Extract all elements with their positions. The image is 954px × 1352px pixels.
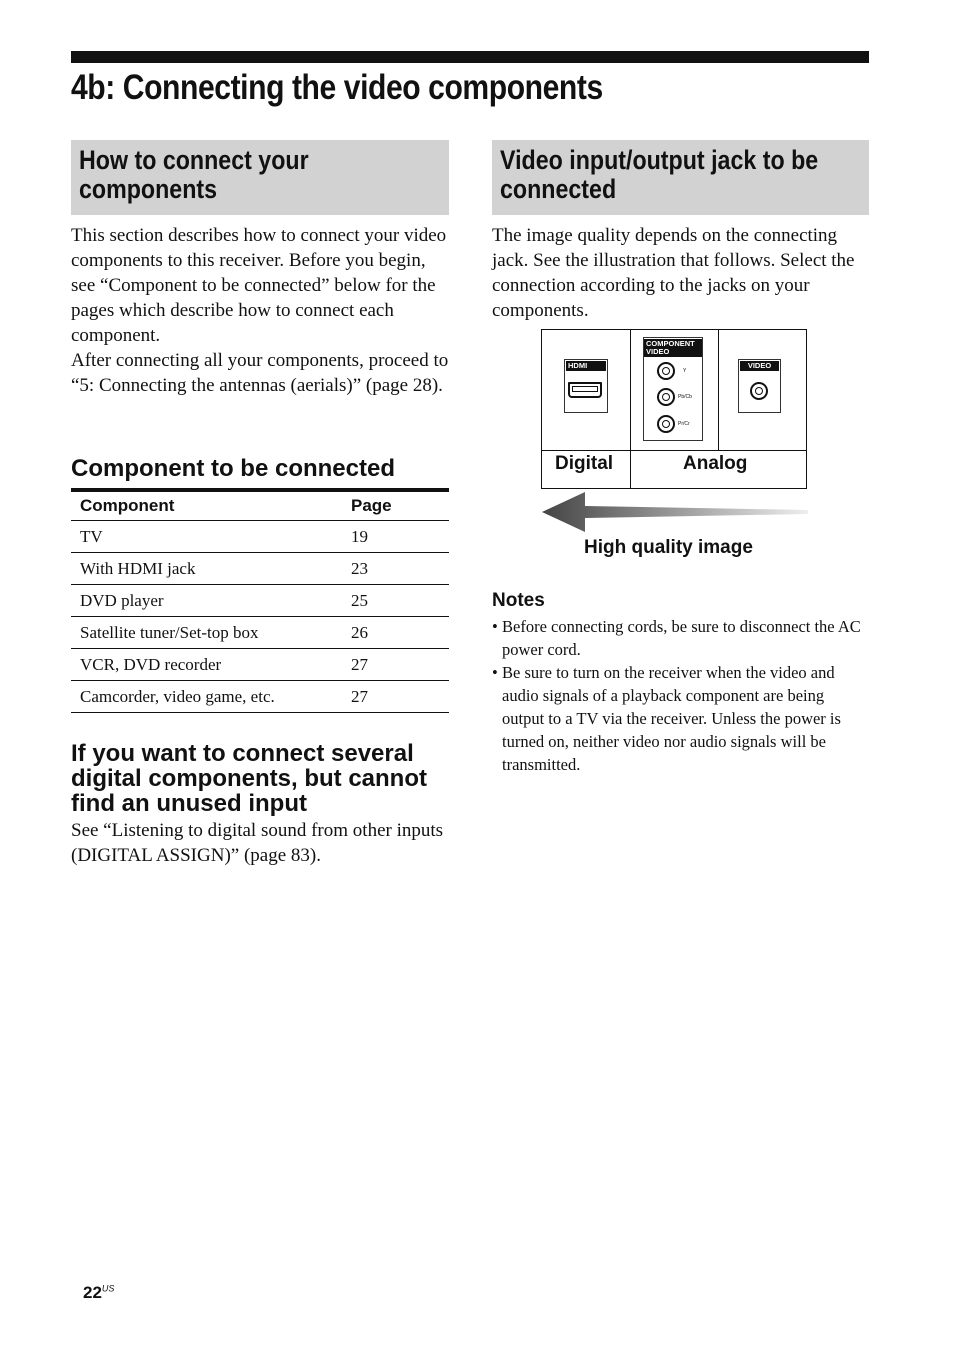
table-cell-page: 26 [342, 617, 449, 649]
table-cell-page: 23 [342, 553, 449, 585]
page-title: 4b: Connecting the video components [71, 68, 603, 107]
table-cell-page: 27 [342, 649, 449, 681]
table-cell-component: TV [71, 521, 342, 553]
analog-label: Analog [683, 453, 748, 474]
several-components-text: See “Listening to digital sound from other inputs (DIGITAL ASSIGN)” (page 83). [71, 820, 444, 866]
table-cell-page: 19 [342, 521, 449, 553]
video-jack-icon [750, 382, 768, 400]
diagram-divider [630, 330, 631, 488]
quality-label: High quality image [584, 537, 753, 558]
component-video-tag [644, 339, 702, 357]
connect-heading: How to connect your components [79, 145, 309, 204]
table-header-row [71, 490, 449, 521]
notes-heading: Notes [492, 590, 545, 611]
table-cell-page: 27 [342, 681, 449, 713]
table-row [71, 649, 449, 681]
pr-jack-icon [657, 415, 675, 433]
table-row [71, 521, 449, 553]
table-cell-page: 25 [342, 585, 449, 617]
component-table [71, 488, 449, 713]
diagram-divider [542, 450, 806, 451]
table-cell-component: With HDMI jack [71, 553, 342, 585]
digital-label: Digital [555, 453, 614, 474]
table-row [71, 585, 449, 617]
table-row [71, 617, 449, 649]
note-item: • Before connecting cords, be sure to disconnect the AC power cord. [492, 617, 861, 659]
table-header-component: Component [71, 490, 342, 521]
note-text: Be sure to turn on the receiver when the video and audio signals of a playback component are being output to a TV via the receiver. Unless the power is turned on, neither video nor audio signals will be transmitted. [502, 663, 841, 774]
note-item: • Be sure to turn on the receiver when the video and audio signals of a playback component are being output to a TV via the receiver. Unless the power is turned on, neither video nor audio signals will be transmitted. [492, 663, 841, 774]
table-row [71, 681, 449, 713]
table-cell-component: DVD player [71, 585, 342, 617]
y-jack-icon [657, 362, 675, 380]
video-tag: VIDEO [740, 361, 779, 371]
page-number [83, 1283, 114, 1303]
y-jack-label: Y [683, 368, 687, 374]
jack-heading-box [492, 140, 869, 215]
jack-quality-diagram [541, 329, 807, 489]
several-components-heading: If you want to connect several digital components, but cannot find an unused input [71, 740, 427, 817]
table-cell-component: Camcorder, video game, etc. [71, 681, 342, 713]
page-number-value: 22 [83, 1283, 102, 1302]
table-row [71, 553, 449, 585]
quality-arrow-icon [540, 490, 810, 536]
component-table-heading: Component to be connected [71, 455, 395, 482]
hdmi-jack-icon [568, 382, 602, 398]
jack-heading: Video input/output jack to be connected [500, 145, 819, 204]
connect-heading-box [71, 140, 449, 215]
jack-intro: The image quality depends on the connecting jack. See the illustration that follows. Select the connection according to the jacks on your components. [492, 225, 855, 321]
pb-jack-label: Pb/Cb [678, 394, 692, 400]
title-rule [71, 51, 869, 63]
note-text: Before connecting cords, be sure to disconnect the AC power cord. [502, 617, 861, 659]
table-cell-component: VCR, DVD recorder [71, 649, 342, 681]
hdmi-tag: HDMI [566, 361, 606, 371]
table-header-page: Page [342, 490, 449, 521]
connect-intro: This section describes how to connect your video components to this receiver. Before you begin, see “Component to be connected” below for the pages which describe how to connect each component. [71, 225, 447, 346]
connect-intro-2: After connecting all your components, proceed to “5: Connecting the antennas (aerials)” (page 28). [71, 350, 449, 396]
component-tag-line-2: VIDEO [646, 347, 670, 356]
pb-jack-icon [657, 388, 675, 406]
notes-list [492, 615, 868, 776]
component-tag-line-1: COMPONENT [646, 339, 695, 348]
pr-jack-label: Pr/Cr [678, 421, 690, 427]
diagram-divider [718, 330, 719, 450]
table-cell-component: Satellite tuner/Set-top box [71, 617, 342, 649]
page-number-suffix: US [101, 1283, 115, 1294]
